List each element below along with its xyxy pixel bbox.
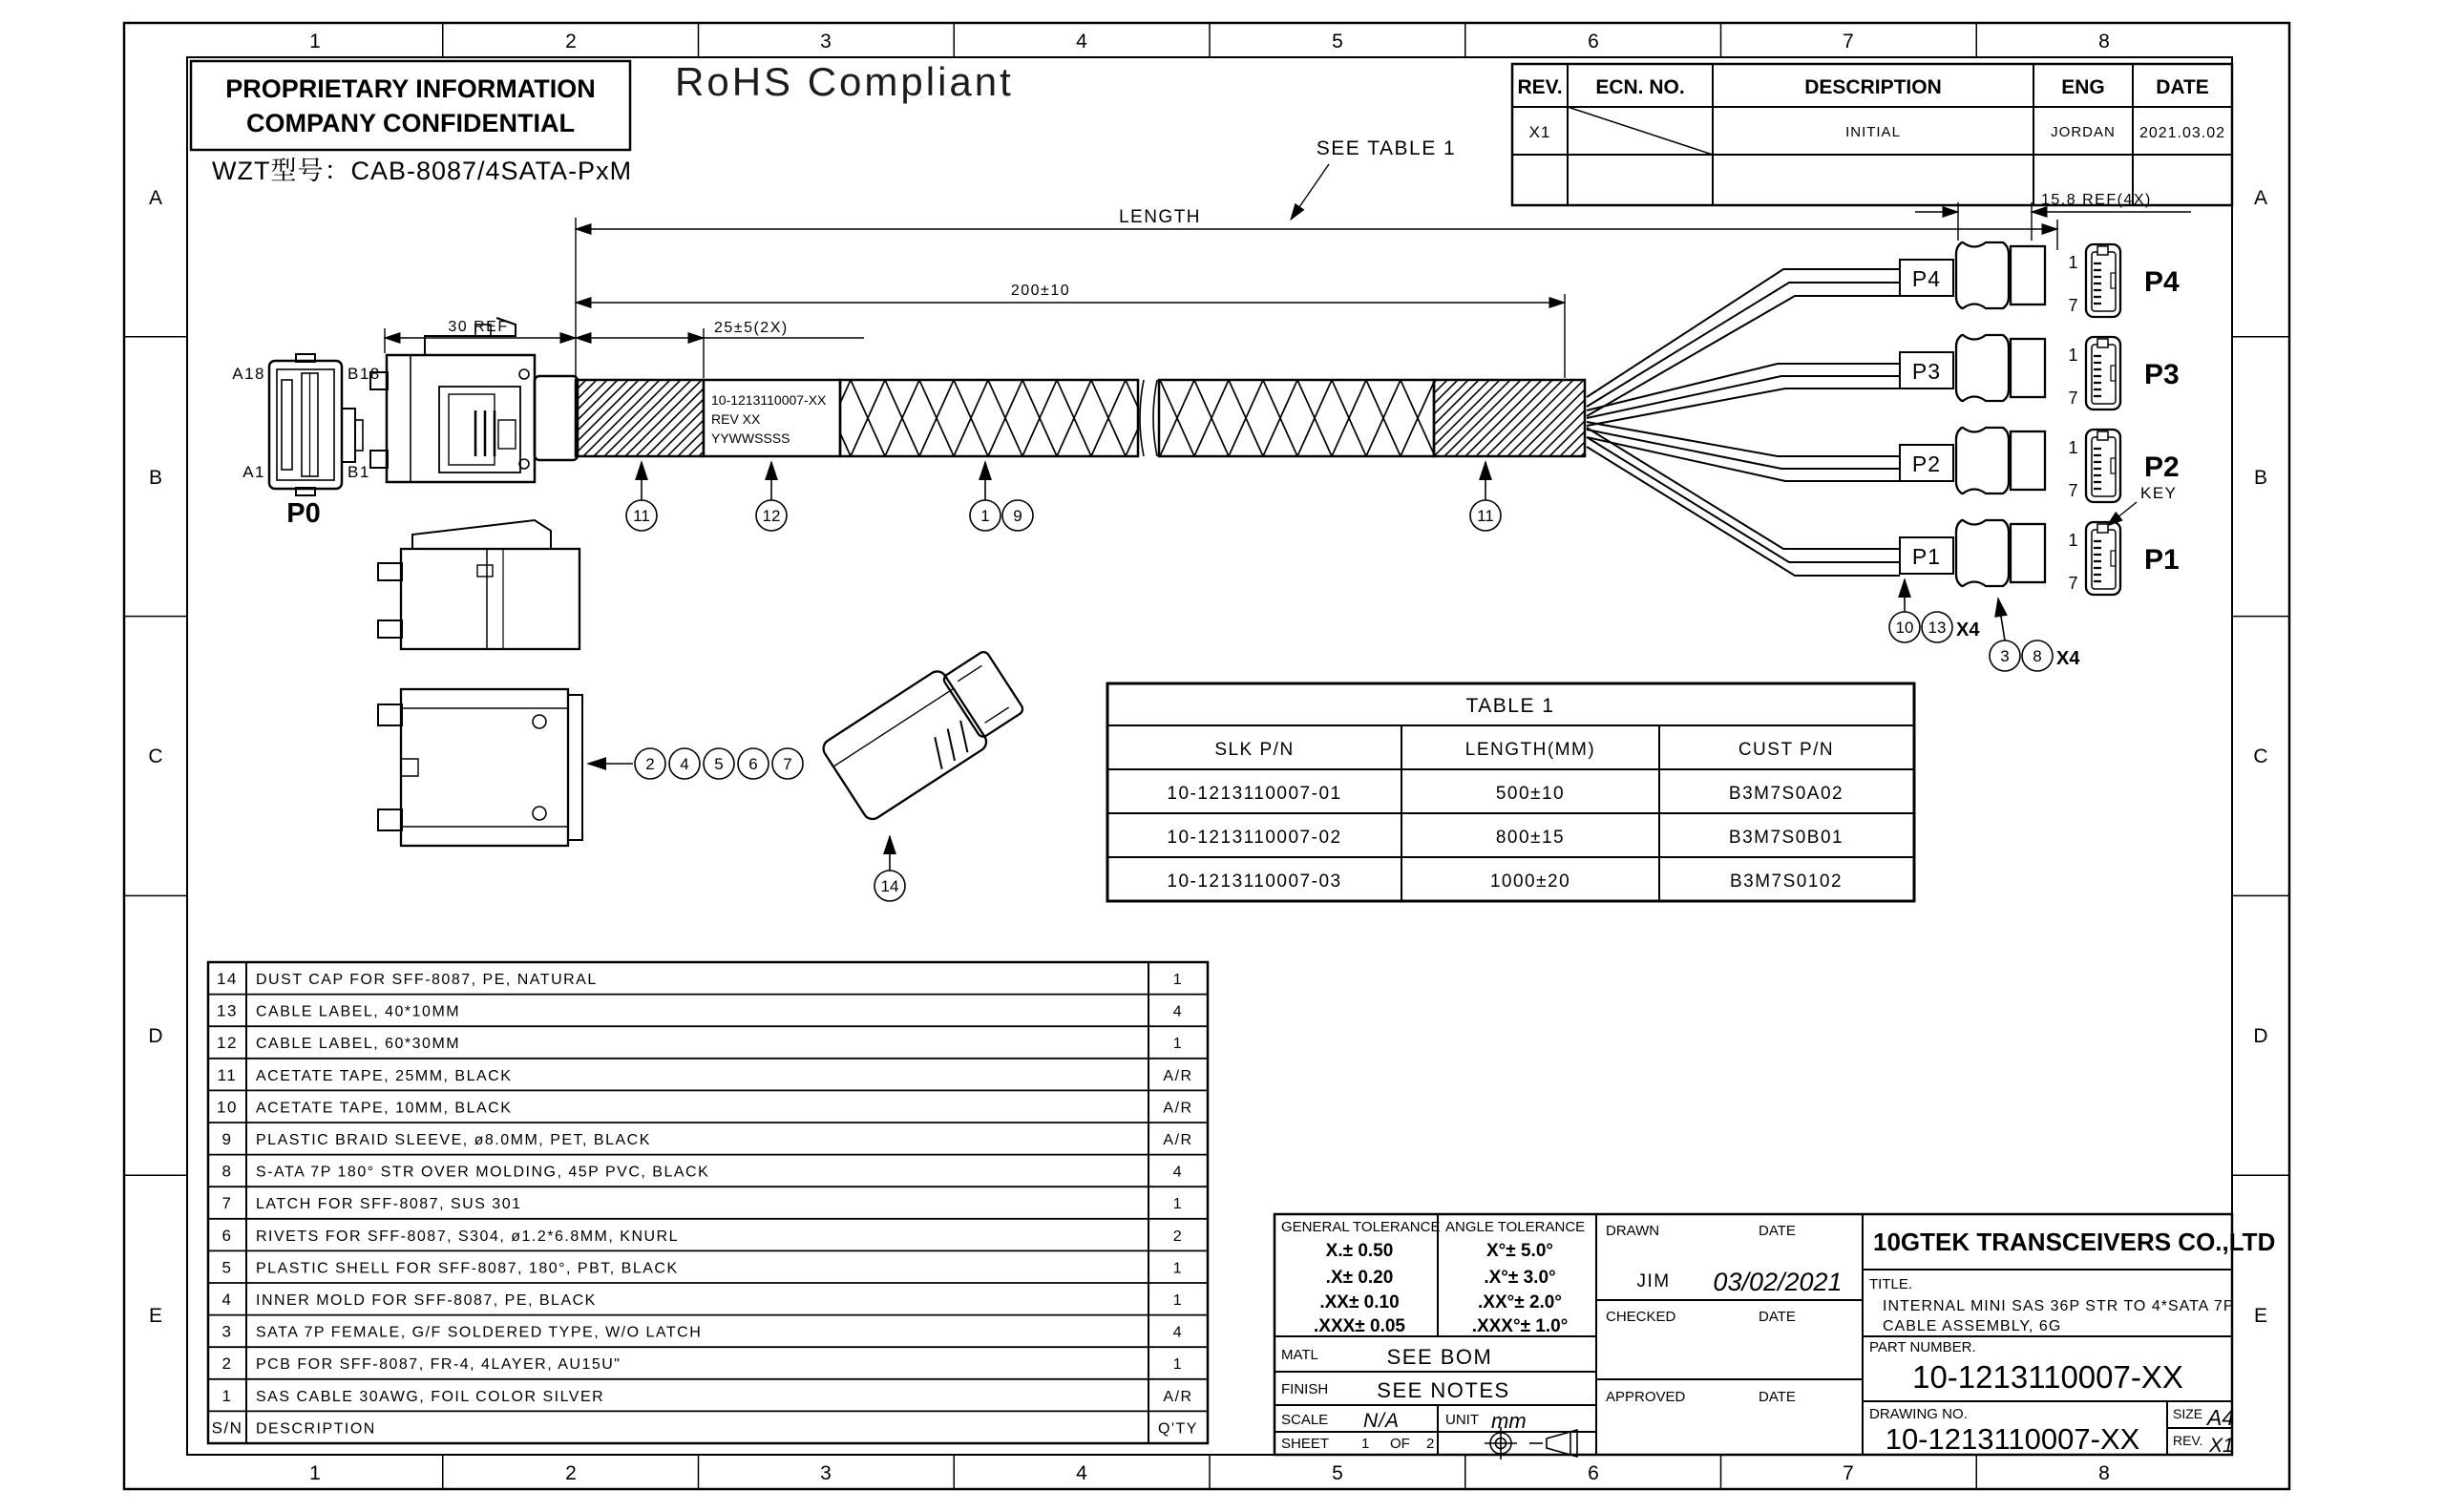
bom-qty: 2: [1172, 1228, 1184, 1245]
bom-qty: 1: [1172, 1036, 1184, 1053]
cable-label-p1-text: P1: [1911, 544, 1942, 569]
length-dim-label: LENGTH: [1118, 207, 1202, 227]
drawing-no-label: DRAWING NO.: [1869, 1406, 1968, 1422]
sata-face-p1: [2086, 522, 2120, 595]
bom-desc: ACETATE TAPE, 10MM, BLACK: [256, 1100, 513, 1117]
bom-qty: A/R: [1163, 1100, 1193, 1117]
p3-connector-label: P3: [2144, 359, 2180, 390]
cable-label-p2-text: P2: [1911, 452, 1942, 476]
zone-row-left: E: [148, 1305, 163, 1327]
sata-face-p3: [2086, 337, 2120, 410]
balloon-14: 14: [880, 877, 899, 895]
bom-qty: 1: [1172, 1196, 1184, 1213]
balloon-11b: 11: [1477, 507, 1494, 525]
balloon-10: 10: [1895, 619, 1914, 637]
table1-r2-slk: 10-1213110007-03: [1167, 872, 1342, 892]
zone-col-bottom: 1: [309, 1462, 321, 1484]
zone-row-right: A: [2253, 187, 2268, 209]
sata-branch-p3: [1900, 335, 2180, 410]
bom-desc: PLASTIC BRAID SLEEVE, ø8.0MM, PET, BLACK: [256, 1132, 651, 1148]
zone-col-bottom: 7: [1843, 1462, 1854, 1484]
general-tol-3: .XX± 0.10: [1319, 1292, 1400, 1312]
drawing-no-value: 10-1213110007-XX: [1885, 1422, 2140, 1456]
proprietary-box: [191, 61, 630, 150]
size-value: A4: [2207, 1405, 2235, 1430]
bom-sn: 10: [217, 1098, 238, 1117]
sata-plug-p2: [1956, 428, 2045, 494]
ecn-header: ECN. NO.: [1595, 76, 1685, 98]
bom-qty: A/R: [1163, 1067, 1193, 1084]
cable-label-p3-text: P3: [1911, 359, 1942, 384]
table1-r0-cust: B3M7S0A02: [1728, 784, 1844, 804]
bom-desc: ACETATE TAPE, 25MM, BLACK: [256, 1067, 513, 1084]
dim-158-label: 15.8 REF(4X): [2041, 192, 2152, 208]
general-tol-4: .XXX± 0.05: [1314, 1316, 1405, 1336]
angle-tol-3: .XX°± 2.0°: [1478, 1292, 1562, 1312]
general-tol-1: X.± 0.50: [1325, 1241, 1394, 1261]
bom-desc: INNER MOLD FOR SFF-8087, PE, BLACK: [256, 1292, 597, 1309]
bom-header-sn: S/N: [211, 1418, 243, 1438]
bom-desc: CABLE LABEL, 60*30MM: [256, 1036, 461, 1053]
table1-title: TABLE 1: [1465, 695, 1555, 717]
balloon-3: 3: [2000, 647, 2010, 665]
general-tolerance-header: GENERAL TOLERANCE: [1281, 1219, 1441, 1235]
x4-note-2: X4: [2056, 648, 2080, 669]
sata-face-p2: [2086, 430, 2120, 502]
pin-a18-label: A18: [232, 365, 265, 383]
pin1-label-p4: 1: [2068, 253, 2079, 272]
zone-row-left: D: [148, 1025, 163, 1047]
drawing-title-line2: CABLE ASSEMBLY, 6G: [1883, 1318, 2062, 1334]
zone-col-top: 7: [1843, 31, 1854, 52]
pin-b1-label: B1: [348, 463, 370, 481]
bom-desc: LATCH FOR SFF-8087, SUS 301: [256, 1196, 522, 1213]
rev-description: INITIAL: [1845, 124, 1901, 140]
rohs-compliant-text: RoHS Compliant: [675, 59, 1014, 104]
table1-r2-cust: B3M7S0102: [1729, 872, 1844, 892]
bom-qty: 1: [1172, 972, 1184, 988]
bom-sn: 13: [217, 1001, 238, 1020]
cable-label-line3: YYWWSSSS: [711, 430, 790, 446]
zone-row-left: B: [148, 467, 163, 489]
proprietary-line1: PROPRIETARY INFORMATION: [225, 74, 596, 103]
balloon-2: 2: [645, 755, 655, 773]
balloon-8: 8: [2033, 647, 2042, 665]
bom-sn: 2: [221, 1354, 233, 1374]
table1-r0-length: 500±10: [1495, 784, 1566, 804]
drawn-date-value: 03/02/2021: [1713, 1268, 1843, 1296]
pin1-label-p2: 1: [2068, 438, 2079, 457]
table1-r2-length: 1000±20: [1489, 872, 1571, 892]
balloon-11: 11: [633, 507, 650, 525]
bom-sn: 1: [221, 1386, 233, 1405]
pin7-label-p3: 7: [2068, 388, 2079, 408]
table1-r1-length: 800±15: [1495, 828, 1566, 848]
sheet-label: SHEET: [1281, 1436, 1330, 1452]
bom-sn: 12: [217, 1034, 238, 1053]
acetate-tape-right: [1434, 380, 1585, 456]
bom-sn: 6: [221, 1226, 233, 1245]
zone-col-bottom: 6: [1588, 1462, 1599, 1484]
drawn-by-value: JIM: [1636, 1271, 1671, 1292]
zone-col-top: 6: [1588, 31, 1599, 52]
table-1: [1107, 683, 1914, 901]
title-label: TITLE.: [1869, 1276, 1913, 1292]
zone-col-top: 4: [1076, 31, 1087, 52]
bom-header-desc: DESCRIPTION: [256, 1420, 376, 1438]
balloon-13: 13: [1928, 619, 1947, 637]
balloon-5: 5: [714, 755, 724, 773]
sata-branch-p1: [1900, 520, 2180, 595]
table1-header-cust: CUST P/N: [1738, 740, 1835, 760]
drawn-date-label: DATE: [1759, 1223, 1796, 1239]
table1-r1-slk: 10-1213110007-02: [1167, 828, 1342, 848]
sata-plug-p4: [1956, 242, 2045, 308]
title-block: [1275, 1214, 2275, 1460]
table1-r0-slk: 10-1213110007-01: [1167, 784, 1342, 804]
bom-header-qty: Q'TY: [1158, 1420, 1198, 1438]
bom-sn: 8: [221, 1162, 233, 1181]
bom-desc: RIVETS FOR SFF-8087, S304, ø1.2*6.8MM, KNURL: [256, 1228, 680, 1245]
bom-desc: PLASTIC SHELL FOR SFF-8087, 180°, PBT, BLACK: [256, 1260, 679, 1277]
p0-side-view: [370, 318, 578, 482]
zone-row-right: D: [2253, 1025, 2268, 1047]
bom-table: [208, 962, 1208, 1443]
matl-label: MATL: [1281, 1347, 1318, 1363]
bom-desc: PCB FOR SFF-8087, FR-4, 4LAYER, AU15U": [256, 1356, 622, 1374]
zone-col-top: 8: [2098, 31, 2110, 52]
sff8087-top-view: [378, 689, 582, 846]
bom-sn: 9: [221, 1130, 233, 1148]
zone-col-bottom: 4: [1076, 1462, 1087, 1484]
bom-sn: 4: [221, 1291, 233, 1309]
bom-desc: SATA 7P FEMALE, G/F SOLDERED TYPE, W/O LATCH: [256, 1324, 703, 1341]
dim-30-label: 30 REF: [448, 319, 509, 335]
bom-sn: 11: [217, 1065, 238, 1084]
bom-desc: SAS CABLE 30AWG, FOIL COLOR SILVER: [256, 1388, 605, 1405]
p2-connector-label: P2: [2144, 452, 2180, 483]
p1-connector-label: P1: [2144, 544, 2180, 576]
size-label: SIZE: [2173, 1406, 2203, 1421]
bom-qty: 1: [1172, 1260, 1184, 1277]
pin-a1-label: A1: [242, 463, 265, 481]
braid-sleeve-left: [840, 380, 1138, 456]
bom-qty: A/R: [1163, 1132, 1193, 1148]
sata-plug-p1: [1956, 520, 2045, 586]
sff8087-latch-view: [378, 520, 579, 649]
pin7-label-p2: 7: [2068, 481, 2079, 500]
pin1-label-p1: 1: [2068, 531, 2079, 550]
dust-cap-view: [820, 641, 1030, 822]
bom-qty: 1: [1172, 1292, 1184, 1309]
bom-desc: DUST CAP FOR SFF-8087, PE, NATURAL: [256, 972, 598, 988]
zone-col-top: 2: [565, 31, 577, 52]
sata-face-p4: [2086, 244, 2120, 317]
dim-25-label: 25±5(2X): [714, 320, 789, 336]
revision-table: [1512, 64, 2232, 205]
balloon-1: 1: [980, 507, 990, 525]
scale-value: N/A: [1363, 1410, 1401, 1432]
zone-col-bottom: 8: [2098, 1462, 2110, 1484]
cable-label-p4-text: P4: [1911, 266, 1942, 291]
balloon-12: 12: [762, 507, 781, 525]
sheet-number: 1: [1361, 1436, 1370, 1452]
pin7-label-p4: 7: [2068, 296, 2079, 315]
zone-row-left: A: [148, 187, 163, 209]
checked-date-label: DATE: [1759, 1309, 1796, 1325]
approved-date-label: DATE: [1759, 1389, 1796, 1405]
cable-label-line2: REV XX: [711, 411, 761, 427]
rev-eng: JORDAN: [2051, 124, 2116, 140]
general-tol-2: .X± 0.20: [1325, 1268, 1394, 1288]
cable-break-lines: [1140, 380, 1157, 456]
proprietary-line2: COMPANY CONFIDENTIAL: [246, 109, 575, 137]
angle-tolerance-header: ANGLE TOLERANCE: [1445, 1219, 1586, 1235]
unit-label: UNIT: [1445, 1412, 1479, 1428]
bom-sn: 14: [217, 970, 238, 988]
p4-connector-label: P4: [2144, 266, 2180, 298]
rev-date: 2021.03.02: [2138, 125, 2226, 141]
rev-value: X1: [1528, 123, 1551, 141]
company-name: 10GTEK TRANSCEIVERS CO.,LTD: [1873, 1228, 2276, 1256]
cable-label-line1: 10-1213110007-XX: [711, 392, 827, 408]
zone-row-right: B: [2253, 467, 2268, 489]
model-number-text: WZT型号：CAB-8087/4SATA-PxM: [212, 157, 633, 185]
balloon-7: 7: [783, 755, 792, 773]
bom-qty: A/R: [1163, 1388, 1193, 1405]
table1-header-slk: SLK P/N: [1214, 740, 1295, 760]
description-header: DESCRIPTION: [1804, 76, 1942, 98]
angle-tol-2: .X°± 3.0°: [1484, 1268, 1556, 1288]
date-header: DATE: [2156, 76, 2209, 98]
braid-sleeve-right: [1159, 380, 1434, 456]
angle-tol-4: .XXX°± 1.0°: [1471, 1316, 1569, 1336]
fanout-wires: [1587, 269, 1900, 576]
finish-label: FINISH: [1281, 1381, 1329, 1397]
key-label: KEY: [2140, 484, 2178, 502]
bom-sn: 7: [221, 1194, 233, 1213]
bom-desc: S-ATA 7P 180° STR OVER MOLDING, 45P PVC, BLACK: [256, 1164, 710, 1181]
matl-value: SEE BOM: [1386, 1345, 1493, 1369]
pin1-label-p3: 1: [2068, 346, 2079, 365]
zone-col-top: 5: [1332, 31, 1343, 52]
checked-label: CHECKED: [1606, 1309, 1676, 1325]
finish-value: SEE NOTES: [1377, 1378, 1510, 1402]
bom-qty: 4: [1172, 1324, 1184, 1341]
bom-sn: 5: [221, 1258, 233, 1277]
zone-col-bottom: 3: [820, 1462, 832, 1484]
part-number-label: PART NUMBER.: [1869, 1339, 1976, 1355]
bom-qty: 4: [1172, 1164, 1184, 1181]
bom-qty: 1: [1172, 1356, 1184, 1374]
pin7-label-p1: 7: [2068, 574, 2079, 593]
table1-r1-cust: B3M7S0B01: [1728, 828, 1844, 848]
see-table-1-note: SEE TABLE 1: [1316, 137, 1457, 159]
dim-200-label: 200±10: [1010, 283, 1071, 299]
sheet-of-label: OF: [1390, 1436, 1410, 1452]
angle-tol-1: X°± 5.0°: [1486, 1241, 1553, 1261]
balloon-4: 4: [680, 755, 689, 773]
bom-qty: 4: [1172, 1003, 1184, 1020]
acetate-tape-left: [576, 380, 704, 456]
part-number-value: 10-1213110007-XX: [1912, 1359, 2183, 1395]
zone-row-right: C: [2253, 746, 2268, 767]
scale-label: SCALE: [1281, 1412, 1329, 1428]
sata-branch-p4: [1900, 242, 2180, 317]
balloon-6: 6: [748, 755, 758, 773]
rev-value: X1: [2209, 1435, 2234, 1457]
bom-desc: CABLE LABEL, 40*10MM: [256, 1003, 461, 1020]
eng-header: ENG: [2061, 76, 2105, 98]
table1-header-length: LENGTH(MM): [1464, 740, 1596, 760]
rev-label: REV.: [2173, 1433, 2203, 1448]
sheet-total: 2: [1426, 1436, 1435, 1452]
bom-sn: 3: [221, 1322, 233, 1341]
drawn-label: DRAWN: [1606, 1223, 1660, 1239]
zone-col-bottom: 2: [565, 1462, 577, 1484]
sata-branch-p2: [1900, 428, 2180, 502]
zone-col-top: 3: [820, 31, 832, 52]
approved-label: APPROVED: [1606, 1389, 1686, 1405]
sata-plug-p3: [1956, 335, 2045, 401]
cable-run: [576, 380, 1585, 456]
x4-note-1: X4: [1956, 620, 1980, 640]
zone-row-right: E: [2253, 1305, 2268, 1327]
pin-b18-label: B18: [348, 365, 381, 383]
zone-col-top: 1: [309, 31, 321, 52]
sata-branches: [1900, 242, 2180, 595]
drawing-title-line1: INTERNAL MINI SAS 36P STR TO 4*SATA 7P: [1883, 1298, 2235, 1314]
balloon-9: 9: [1013, 507, 1022, 525]
rev-header: REV.: [1517, 76, 1563, 98]
p0-connector-label: P0: [286, 498, 321, 529]
zone-row-left: C: [148, 746, 163, 767]
unit-value: mm: [1491, 1409, 1527, 1433]
zone-col-bottom: 5: [1332, 1462, 1343, 1484]
